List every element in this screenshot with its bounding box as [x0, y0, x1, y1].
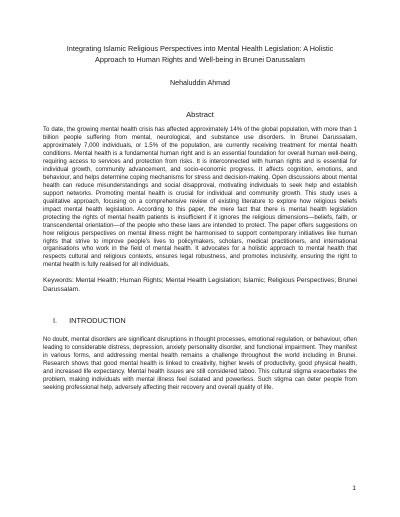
section-number: I.	[53, 316, 58, 326]
introduction-body: No doubt, mental disorders are significant disruptions in thought processes, emotional regulation, or behaviour, often leading to considerable distress, depression, anxiety personality disorder, and functional impairment. They manifest in various forms, and addressing mental health remains a challenge throughout the world including in Brunei. Research shows that good mental health is linked to creativity, higher levels of productivity, good physical health, and increased life expectancy. Mental health issues are still considered taboo. This cultural stigma exacerbates the problem, making individuals with mental illness feel isolated and powerless. Such stigma can deter people from seeking professional help, adversely affecting their recovery and overall quality of life.	[43, 336, 357, 392]
abstract-body: To date, the growing mental health crisis has affected approximately 14% of the global population, with more than 1 billion people suffering from mental, neurological, and substance use disorders. In Brunei Darussalam, approximately 7,000 individuals, or 1.5% of the population, are currently receiving treatment for mental health conditions. Mental health is a fundamental human right and is an essential foundation for overall human well-being, requiring access to services and protection from risks. It is interconnected with human rights and is essential for individual growth, community advancement, and socio-economic progress. It affects cognition, emotions, and behaviour, and helps determine coping mechanisms for stress and decision-making. Open discussions about mental health can reduce misunderstandings and social disapproval, motivating individuals to seek help and establish support networks. Promoting mental health is crucial for individual and community growth. This study uses a qualitative approach, focusing on a comprehensive review of existing literature to explore how religious beliefs impact mental health legislation. According to this paper, the mere fact that there is mental health legislation protecting the rights of mental health patients is insufficient if it ignores the religious dimensions—beliefs, faith, or transcendental orientation—of the people who these laws are intended to protect. The paper offers suggestions on how religious perspectives on mental illness might be harmonised to support contemporary initiatives like human rights that strive to improve people's lives to policymakers, scholars, medical practitioners, and international organisations who work in the field of mental health. It advocates for a holistic approach to mental health that respects cultural and religious contexts, ensures legal robustness, and promotes inclusivity, ensuring the right to mental health is fully realised for all individuals.	[43, 126, 357, 269]
paper-title: Integrating Islamic Religious Perspectives into Mental Health Legislation: A Holistic Approach to Human Rights and Well-being in Brunei Darussalam	[66, 44, 334, 64]
keywords: Keywords: Mental Health; Human Rights; Mental Health Legislation; Islamic; Religious Perspectives; Brunei Darussalam.	[43, 277, 357, 293]
page-number: 1	[352, 485, 356, 492]
abstract-heading: Abstract	[186, 110, 214, 120]
section-title: INTRODUCTION	[69, 316, 126, 326]
section-heading-introduction	[53, 316, 357, 325]
author-name: Nehaluddin Ahmad	[170, 79, 230, 88]
